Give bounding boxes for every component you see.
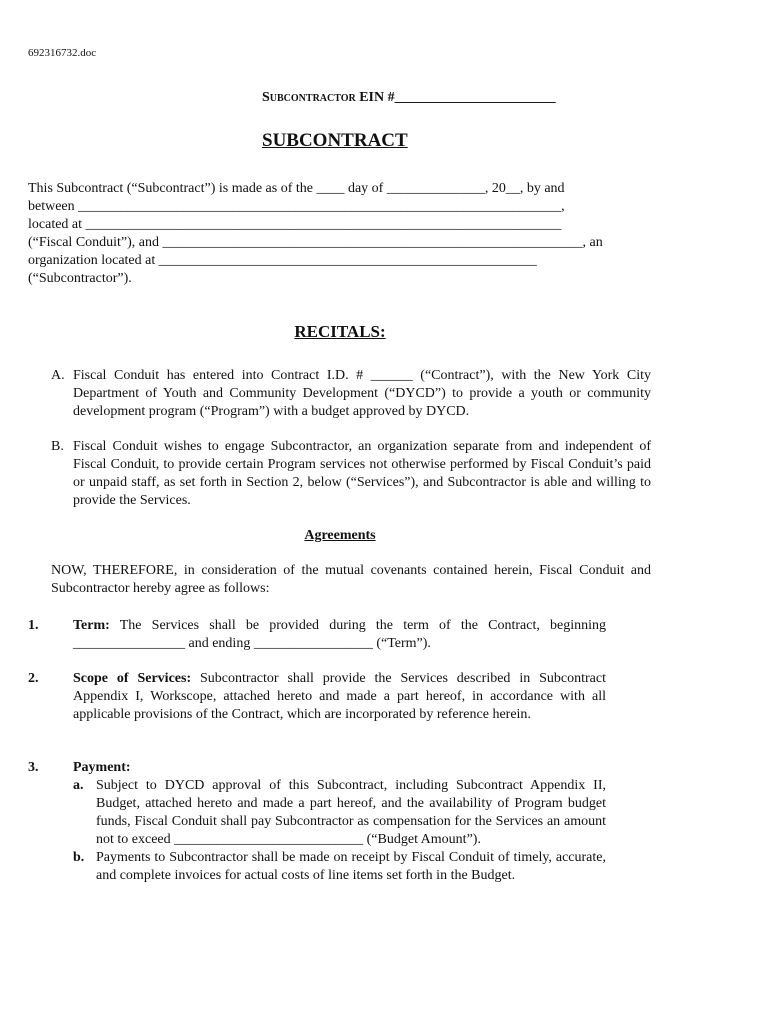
section-label: Scope of Services: <box>73 671 192 686</box>
section-text: Subcontractor shall provide the Services described in Subcontract Appendix I, Workscope, attached hereto and made a part hereof, in accordance with all applicable provisions of the Contract, which are incorporated by reference herein. <box>73 671 606 722</box>
section-label: Payment: <box>73 760 131 775</box>
agreements-heading: Agreements <box>304 528 376 543</box>
section-number: 2. <box>28 671 39 686</box>
section-scope <box>28 670 606 724</box>
recital-text: Fiscal Conduit has entered into Contract I.D. # ______ (“Contract”), with the New York City Department of Youth and Community Development (“DYCD”) to provide a youth or community development program (“Program”) with a budget approved by DYCD. <box>73 368 651 419</box>
recital-a <box>51 367 651 421</box>
section-number: 1. <box>28 618 39 633</box>
subitem-letter: a. <box>73 778 84 793</box>
intro-line: (“Fiscal Conduit”), and ____________________________________________________________, an <box>28 235 603 250</box>
subitem-letter: b. <box>73 850 85 865</box>
section-label: Term: <box>73 618 110 633</box>
intro-line: This Subcontract (“Subcontract”) is made as of the ____ day of ______________, 20__, by and <box>28 181 565 196</box>
ein-line <box>262 89 556 107</box>
recital-b <box>51 438 651 510</box>
payment-subitem-a <box>73 777 606 849</box>
section-text: The Services shall be provided during the term of the Contract, beginning ________________ and ending _________________ (“Term”). <box>73 618 606 651</box>
section-payment <box>28 759 606 885</box>
subitem-text: Payments to Subcontractor shall be made on receipt by Fiscal Conduit of timely, accurate, and complete invoices for actual costs of line items set forth in the Budget. <box>96 850 606 883</box>
ein-label: Subcontractor EIN # <box>262 90 395 105</box>
now-therefore-paragraph: NOW, THEREFORE, in consideration of the mutual covenants contained herein, Fiscal Conduit and Subcontractor hereby agree as follows: <box>51 563 651 596</box>
recital-text: Fiscal Conduit wishes to engage Subcontractor, an organization separate from and independent of Fiscal Conduit, to provide certain Program services not otherwise performed by Fiscal Conduit’s paid or unpaid staff, as set forth in Section 2, below (“Services”), and Subcontractor is able and willing to provide the Services. <box>73 439 651 508</box>
intro-line: between _____________________________________________________________________, <box>28 199 565 214</box>
intro-line: located at ____________________________________________________________________ <box>28 217 562 232</box>
payment-subitem-b <box>73 849 606 885</box>
file-name: 692316732.doc <box>28 47 97 59</box>
recital-letter: B. <box>51 439 64 454</box>
intro-line: (“Subcontractor”). <box>28 271 132 286</box>
ein-blank: _______________________ <box>394 90 556 105</box>
document-title: SUBCONTRACT <box>262 130 408 151</box>
intro-paragraph <box>28 180 628 288</box>
section-number: 3. <box>28 760 39 775</box>
subitem-text: Subject to DYCD approval of this Subcontract, including Subcontract Appendix II, Budget, attached hereto and made a part hereof, and the availability of Program budget funds, Fiscal Conduit shall pay Subcontractor as compensation for the Services an amount not to exceed ___________________________ (“Budget Amount”). <box>96 778 606 847</box>
recitals-heading: RECITALS: <box>294 322 386 341</box>
recital-letter: A. <box>51 368 65 383</box>
intro-line: organization located at ______________________________________________________ <box>28 253 537 268</box>
section-term <box>28 617 606 653</box>
